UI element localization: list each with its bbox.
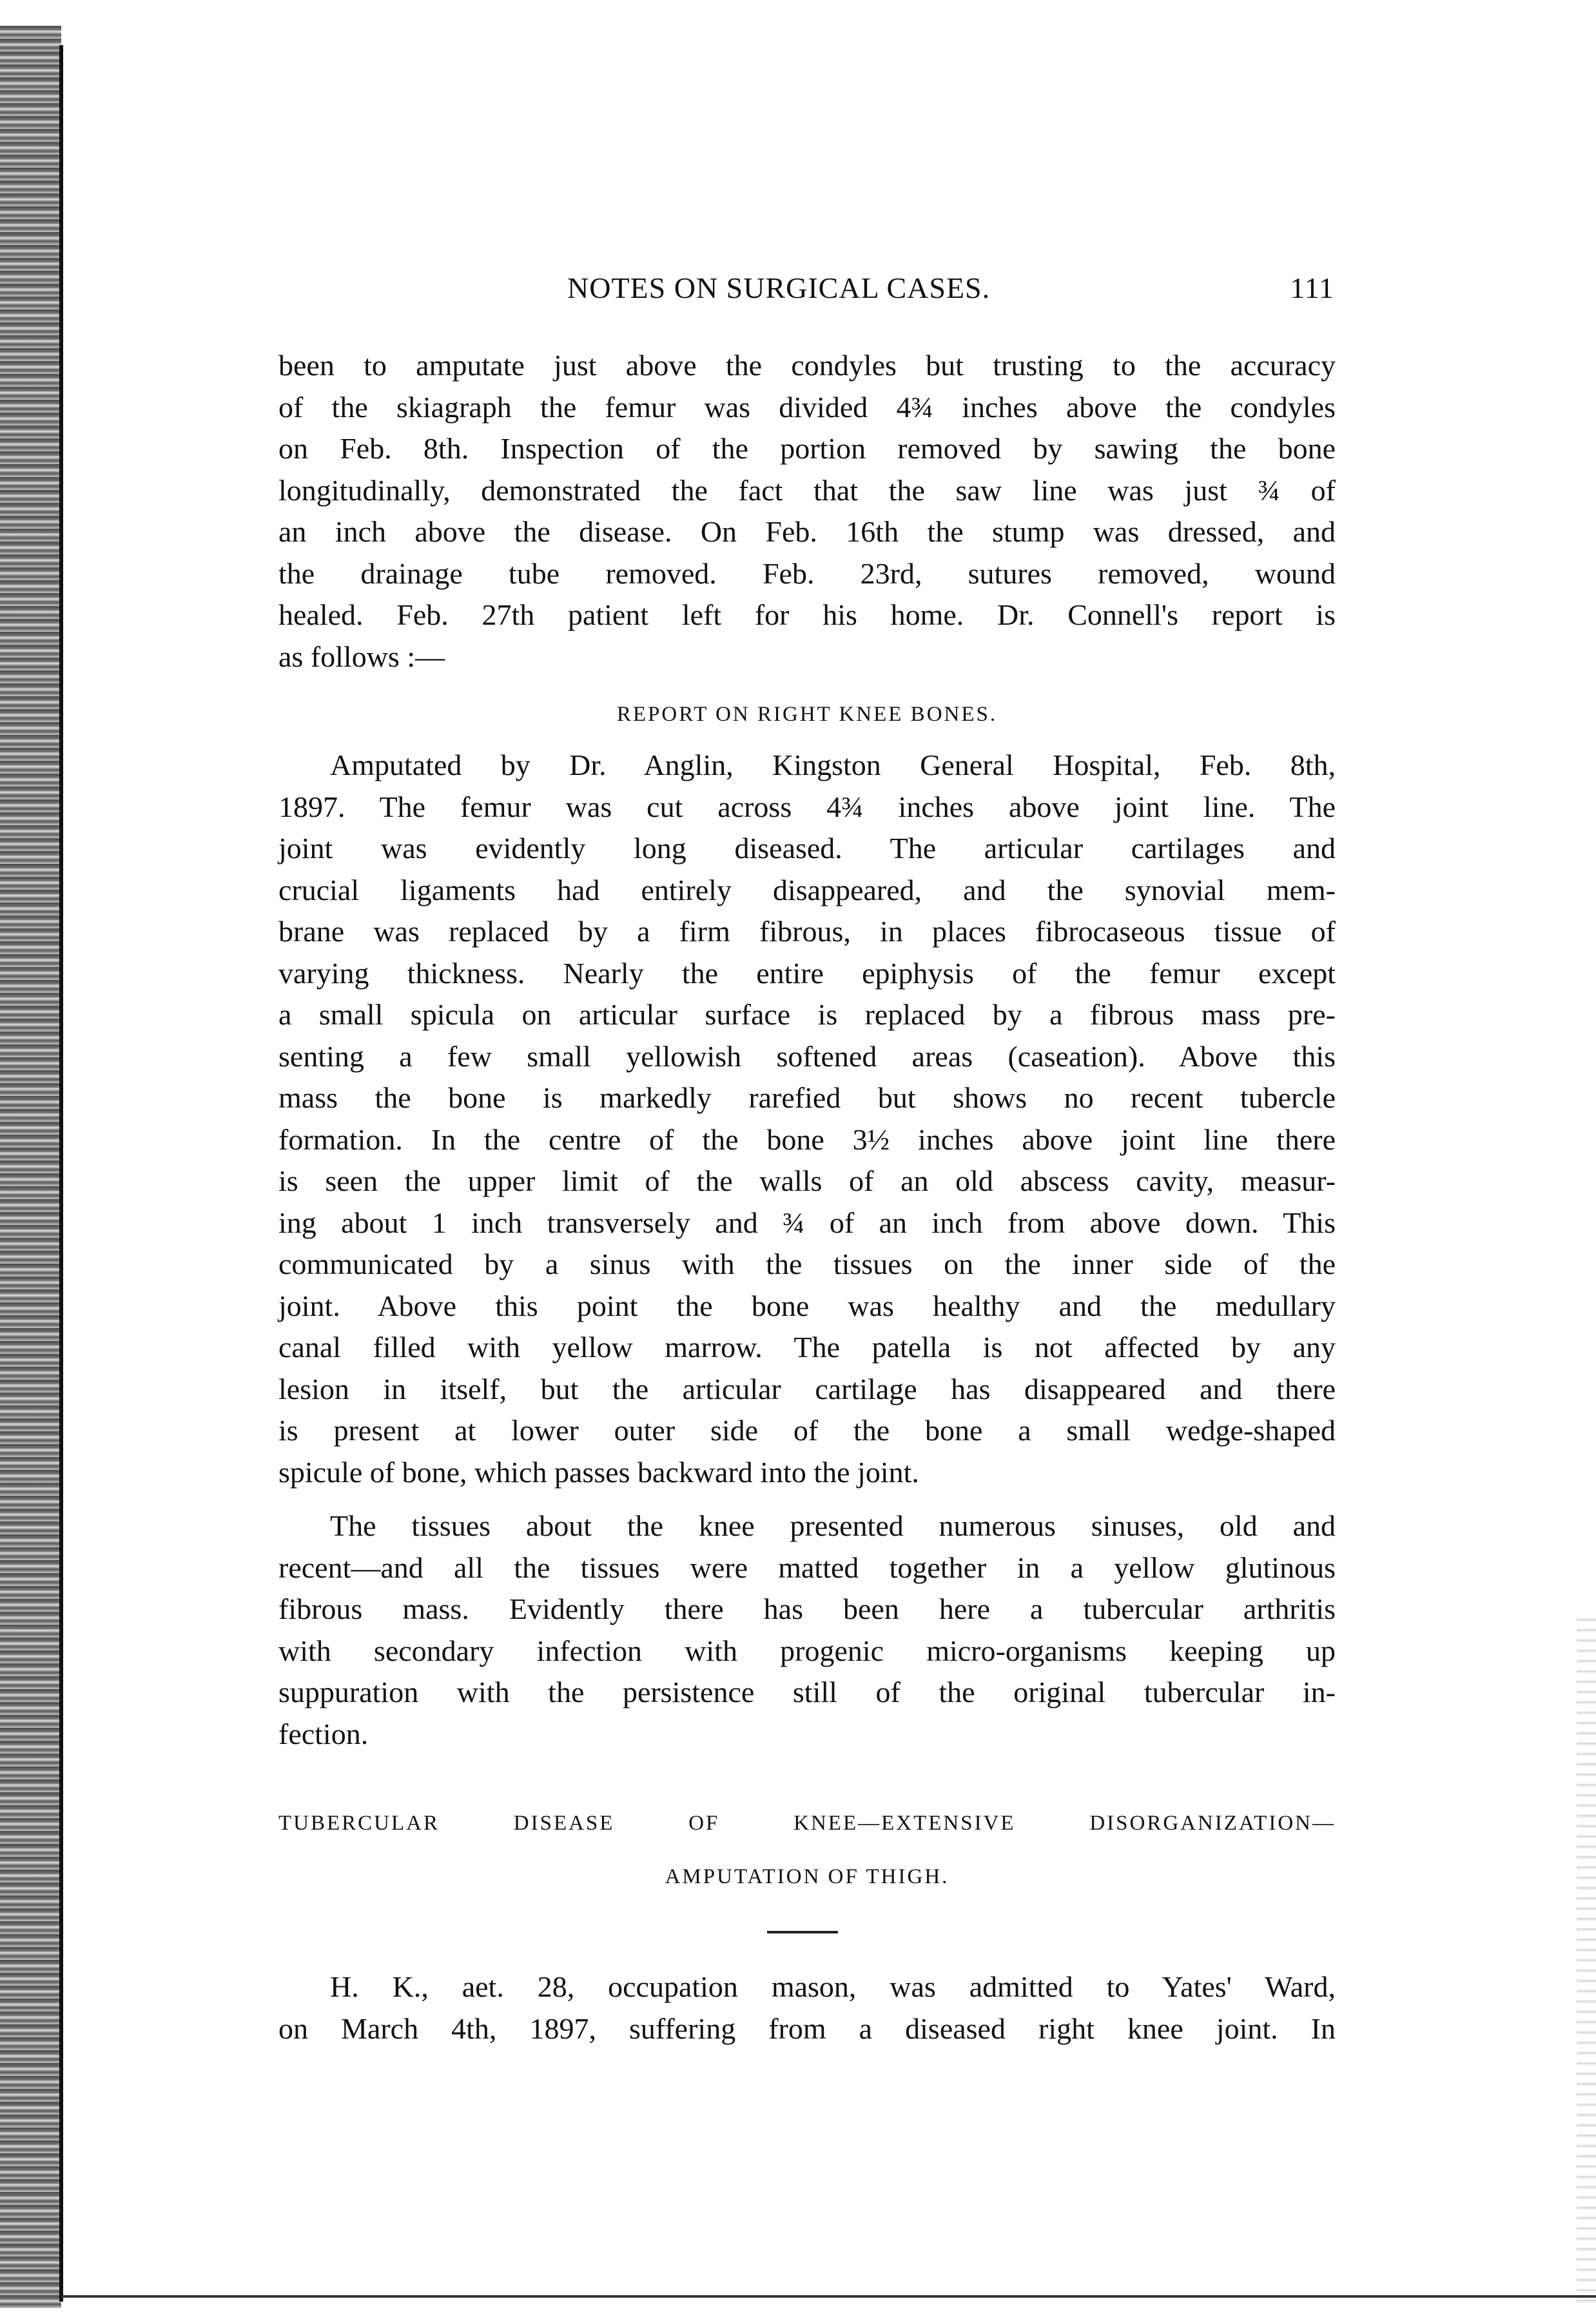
paragraph-line: senting a few small yellowish softened areas (caseation). Above this — [278, 1039, 1336, 1073]
paragraph-line: joint. Above this point the bone was healthy and the medullary — [278, 1289, 1336, 1322]
binding-edge-line — [59, 45, 63, 2302]
bottom-page-edge — [61, 2295, 1596, 2298]
paragraph-line: joint was evidently long diseased. The articular cartilages and — [278, 832, 1336, 865]
paragraph-2 — [278, 745, 1336, 1493]
paragraph-line: crucial ligaments had entirely disappeared, and the synovial mem- — [278, 873, 1336, 906]
binding-edge-shadow — [0, 26, 61, 2308]
paragraph-line: mass the bone is markedly rarefied but shows no recent tubercle — [278, 1081, 1336, 1114]
paragraph-line: on March 4th, 1897, suffering from a diseased right knee joint. In — [278, 2011, 1336, 2045]
report-heading: REPORT ON RIGHT KNEE BONES. — [616, 703, 998, 726]
case-heading-word: OF — [688, 1812, 720, 1835]
paragraph-line: an inch above the disease. On Feb. 16th the stump was dressed, and — [278, 515, 1336, 548]
paragraph-line: with secondary infection with progenic micro-organisms keeping up — [278, 1634, 1336, 1667]
paragraph-line: a small spicula on articular surface is replaced by a fibrous mass pre- — [278, 998, 1336, 1031]
paragraph-line: Amputated by Dr. Anglin, Kingston General Hospital, Feb. 8th, — [330, 749, 1336, 781]
paragraph-line: The tissues about the knee presented numerous sinuses, old and — [330, 1509, 1336, 1542]
section-divider-rule — [767, 1931, 838, 1933]
paragraph-line: formation. In the centre of the bone 3½ inches above joint line there — [278, 1122, 1336, 1156]
paragraph-line: lesion in itself, but the articular cartilage has disappeared and there — [278, 1372, 1336, 1405]
paragraph-line: 1897. The femur was cut across 4¾ inches above joint line. The — [278, 790, 1336, 823]
case-heading-line-1 — [278, 1812, 1336, 1835]
paragraph-line: recent—and all the tissues were matted together in a yellow glutinous — [278, 1551, 1336, 1584]
paragraph-line: ing about 1 inch transversely and ¾ of an inch from above down. This — [278, 1206, 1336, 1239]
case-heading-word: KNEE—EXTENSIVE — [793, 1812, 1016, 1835]
paragraph-line: healed. Feb. 27th patient left for his home. Dr. Connell's report is — [278, 598, 1336, 631]
paragraph-line: fibrous mass. Evidently there has been here a tubercular arthritis — [278, 1592, 1336, 1625]
paragraph-line: is present at lower outer side of the bone a small wedge-shaped — [278, 1414, 1336, 1447]
case-heading-word: TUBERCULAR — [278, 1812, 440, 1835]
paragraph-line: been to amputate just above the condyles but trusting to the accuracy — [278, 349, 1336, 382]
paragraph-line: brane was replaced by a firm fibrous, in places fibrocaseous tissue of — [278, 915, 1336, 948]
paragraph-4 — [278, 1966, 1336, 2050]
paragraph-line: H. K., aet. 28, occupation mason, was admitted to Yates' Ward, — [330, 1970, 1336, 2003]
right-edge-speckle — [1577, 1612, 1596, 2308]
paragraph-3 — [278, 1505, 1336, 1755]
paragraph-line: varying thickness. Nearly the entire epiphysis of the femur except — [278, 956, 1336, 990]
paragraph-line: of the skiagraph the femur was divided 4¾ inches above the condyles — [278, 390, 1336, 424]
case-heading-line-2: AMPUTATION OF THIGH. — [665, 1865, 949, 1888]
paragraph-line: on Feb. 8th. Inspection of the portion removed by sawing the bone — [278, 432, 1336, 465]
page-number: 111 — [1290, 271, 1334, 304]
running-head — [567, 271, 1347, 316]
paragraph-line: fection. — [278, 1717, 369, 1750]
paragraph-line: communicated by a sinus with the tissues on the inner side of the — [278, 1248, 1336, 1280]
running-head-title: NOTES ON SURGICAL CASES. — [567, 271, 991, 304]
paragraph-line: canal filled with yellow marrow. The patella is not affected by any — [278, 1331, 1336, 1364]
paragraph-line: longitudinally, demonstrated the fact that the saw line was just ¾ of — [278, 473, 1336, 507]
paragraph-1 — [278, 345, 1336, 678]
paragraph-line: suppuration with the persistence still of the original tubercular in- — [278, 1676, 1336, 1708]
case-heading-word: DISEASE — [513, 1812, 615, 1835]
case-heading-word: DISORGANIZATION— — [1089, 1812, 1336, 1835]
paragraph-line: the drainage tube removed. Feb. 23rd, sutures removed, wound — [278, 556, 1336, 590]
paragraph-line: as follows :— — [278, 640, 445, 673]
paragraph-line: is seen the upper limit of the walls of an old abscess cavity, measur- — [278, 1164, 1336, 1197]
paragraph-line: spicule of bone, which passes backward into the joint. — [278, 1455, 919, 1489]
